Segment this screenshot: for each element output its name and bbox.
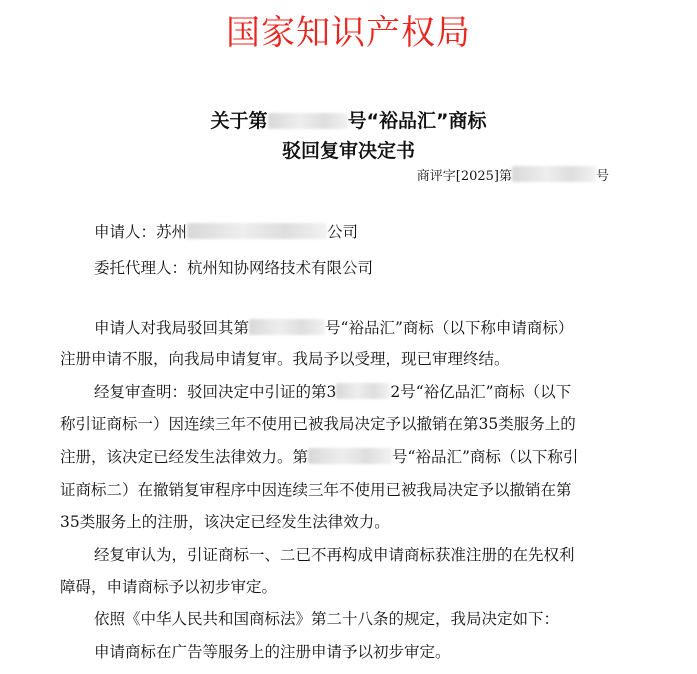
paragraph-2-line-2: 称引证商标一）因连续三年不使用已被我局决定予以撤销在第35类服务上的 [60,415,576,433]
p1-text-a: 申请人对我局驳回其第 [94,319,250,337]
redacted-applicant-name [187,223,327,239]
paragraph-3-line-1: 经复审认为，引证商标一、二已不再构成申请商标获准注册的在先权利 [94,546,575,564]
document-title-line-2: 驳回复审决定书 [281,140,415,162]
paragraph-1-line-2: 注册申请不服，向我局申请复审。我局予以受理，现已审理终结。 [60,350,510,368]
agent-line [94,256,373,280]
paragraph-2-line-3 [60,445,578,469]
paragraph-2-line-4: 证商标二）在撤销复审程序中因连续三年不使用已被我局决定予以撤销在第 [60,481,572,499]
p2-text-b: 2号“裕亿品汇”商标（以下 [390,383,572,401]
agent-label: 委托代理人： [94,259,188,277]
applicant-name-prefix: 苏州 [156,223,188,241]
paragraph-2-line-5: 35类服务上的注册，该决定已经发生法律效力。 [60,513,390,531]
document-number [417,166,609,187]
paragraph-4-line-1: 依照《中华人民共和国商标法》第二十八条的规定，我局决定如下： [94,610,560,628]
title-suffix: 号“裕品汇”商标 [347,110,487,132]
p2-l3-text-b: 号“裕品汇”商标（以下称引 [392,448,579,466]
applicant-label: 申请人： [94,223,157,241]
title-prefix: 关于第 [210,110,268,132]
applicant-line [94,220,358,244]
p2-text-a: 经复审查明：驳回决定中引证的第3 [94,383,337,401]
p1-text-b: 号“裕品汇”商标（以下称申请商标） [325,319,574,337]
paragraph-5-line-1: 申请商标在广告等服务上的注册申请予以初步审定。 [94,643,451,661]
redacted-cited-mark-number [308,448,392,464]
issuing-office-header: 国家知识产权局 [226,13,471,53]
redacted-cited-mark-number [336,383,390,399]
agent-name: 杭州知协网络技术有限公司 [187,259,374,277]
document-number-prefix: 商评字[2025]第 [416,169,512,184]
redacted-document-number [512,166,596,182]
document-number-suffix: 号 [595,169,609,184]
redacted-application-number [249,319,325,335]
applicant-name-suffix: 公司 [327,223,359,241]
redacted-application-number [268,113,348,129]
paragraph-1-line-1 [94,316,573,340]
paragraph-3-line-2: 障碍，申请商标予以初步审定。 [60,578,278,596]
p2-l3-text-a: 注册，该决定已经发生法律效力。第 [60,448,309,466]
document-title-line-1 [0,108,697,134]
paragraph-2-line-1 [94,380,571,404]
